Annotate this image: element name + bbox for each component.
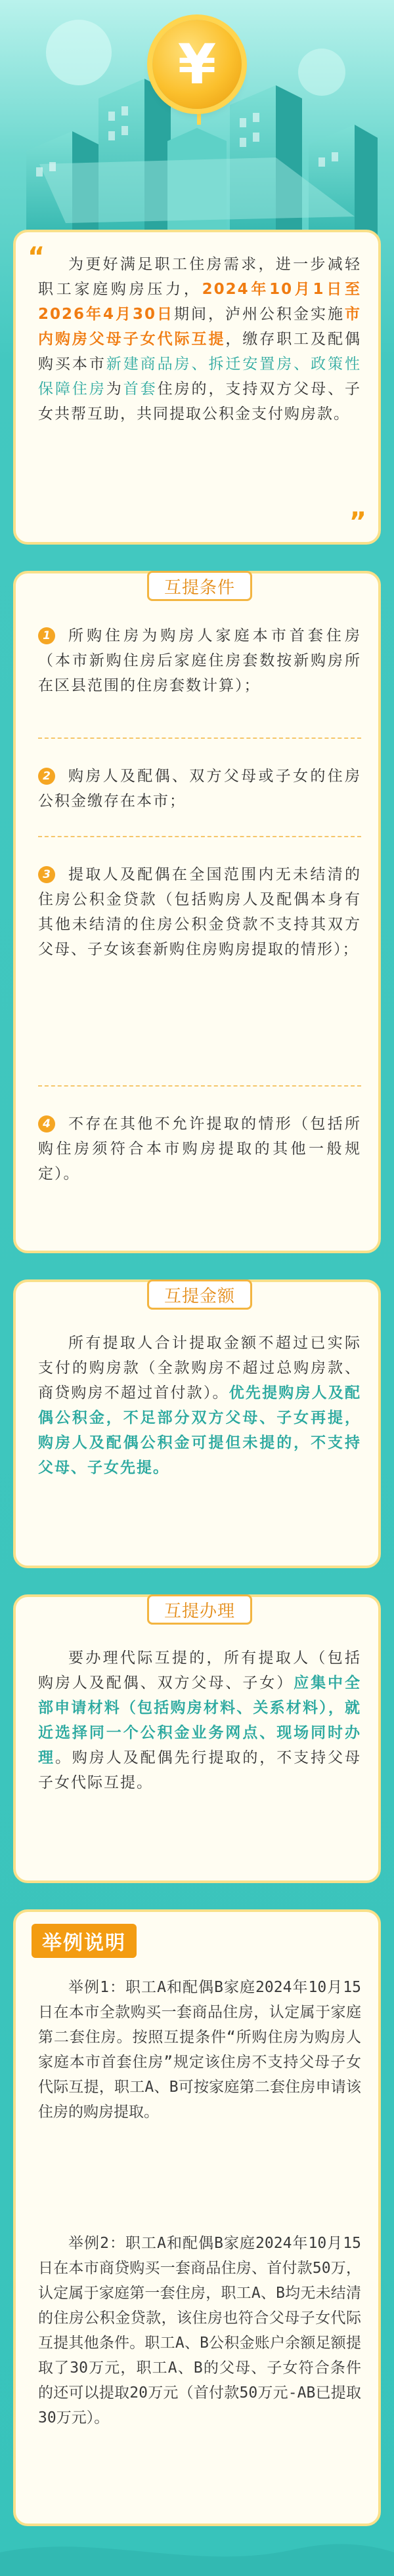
process-title-tab (147, 1594, 252, 1625)
condition-text: 不存在其他不允许提取的情形（包括所购住房须符合本市购房提取的其他一般规定）。 (38, 1115, 361, 1182)
intro-first-home: 首套 (123, 381, 158, 398)
open-quote-icon: “ (28, 242, 45, 272)
condition-text: 所购住房为购房人家庭本市首套住房（本市新购住房后家庭住房套数按新购房所在区县范围的住房套数计算）； (38, 627, 361, 694)
condition-text: 购房人及配偶、双方父母或子女的住房公积金缴存在本市； (38, 768, 361, 810)
process-text: 要办理代际互提的，所有提取人（包括购房人及配偶、双方父母、子女）应集中全部申请材料（包括购房材料、关系材料），就近选择同一个公积金业务网点、现场同时办理。购房人及配偶先行提取的，不支持父母子女代际互提。 (38, 1650, 362, 1791)
example-paragraph-2: 举例2：职工A和配偶B家庭2024年10月15日在本市商贷购买一套商品住房、首付款50万，认定属于家庭第一套住房，职工A、B均无未结清的住房公积金贷款，该住房也符合父母子女代际互提其他条件。职工A、B公积金账户余额足额提取了30万元，职工A、B的父母、子女符合条件的还可以提取20万元（首付款50万元-AB已提取30万元）。 (38, 2235, 361, 2426)
yuan-coin-icon (152, 20, 242, 109)
process-card (13, 1594, 381, 1883)
intro-housing-types: 新建商品房、拆迁安置房、政策性保障住房 (38, 356, 362, 398)
amount-card (13, 1279, 381, 1568)
example-paragraph-1: 举例1：职工A和配偶B家庭2024年10月15日在本市全款购买一套商品住房，认定属于家庭第二套住房。按照互提条件“所购住房为购房人家庭本市首套住房”规定该住房不支持父母子女代际互提，职工A、B可按家庭第二套住房申请该住房的购房提取。 (38, 1979, 361, 2121)
intro-card (13, 230, 381, 545)
condition-item (38, 862, 361, 962)
condition-text: 提取人及配偶在全国范围内无未结清的住房公积金贷款（包括购房人及配偶本身有其他未结清的住房公积金贷款不支持其双方父母、子女该套新购住房购房提取的情形）； (38, 866, 361, 958)
amount-text: 所有提取人合计提取金额不超过已实际支付的购房款（全款购房不超过总购房款、商贷购房不超过首付款）。优先提购房人及配偶公积金，不足部分双方父母、子女再提，购房人及配偶公积金可提但未提的，不支持父母、子女先提。 (38, 1335, 362, 1476)
intro-policy-name: 市内购房父母子女代际互提 (38, 306, 361, 348)
example-title-badge (32, 1924, 137, 1958)
divider (38, 1085, 361, 1087)
conditions-card (13, 571, 381, 1253)
conditions-title: 互提条件 (164, 577, 235, 598)
process-key-requirement: 应集中全部申请材料（包括购房材料、关系材料），就近选择同一个公积金业务网点、现场同时办理 (38, 1674, 362, 1766)
condition-item (38, 764, 361, 814)
close-quote-icon: ” (349, 507, 366, 537)
number-badge-icon: 2 (38, 768, 55, 785)
hero-illustration (0, 0, 394, 236)
condition-item (38, 1111, 361, 1186)
bottom-wave-decoration (0, 2533, 394, 2576)
conditions-title-tab (147, 571, 252, 601)
divider (38, 836, 361, 837)
amount-title: 互提金额 (164, 1286, 235, 1306)
number-badge-icon: 1 (38, 627, 55, 644)
amount-priority-rule: 优先提购房人及配偶公积金，不足部分双方父母、子女再提，购房人及配偶公积金可提但未提的，不支持父母、子女先提。 (38, 1384, 362, 1476)
example-title: 举例说明 (42, 1932, 126, 1955)
number-badge-icon: 4 (38, 1115, 55, 1132)
divider (38, 737, 361, 739)
condition-item (38, 623, 361, 698)
example-card (13, 1909, 381, 2526)
yuan-symbol: ¥ (177, 32, 217, 96)
number-badge-icon: 3 (38, 866, 55, 883)
process-title: 互提办理 (164, 1601, 235, 1621)
amount-title-tab (147, 1279, 252, 1310)
intro-date-range: 2024年10月1日至2026年4月30日 (38, 281, 362, 323)
intro-text: 为更好满足职工住房需求，进一步减轻职工家庭购房压力，2024年10月1日至2026年4月30日期间，泸州公积金实施市内购房父母子女代际互提，缴存职工及配偶购买本市新建商品房、拆迁安置房、政策性保障住房为首套住房的，支持双方父母、子女共帮互助，共同提取公积金支付购房款。 (38, 256, 362, 423)
